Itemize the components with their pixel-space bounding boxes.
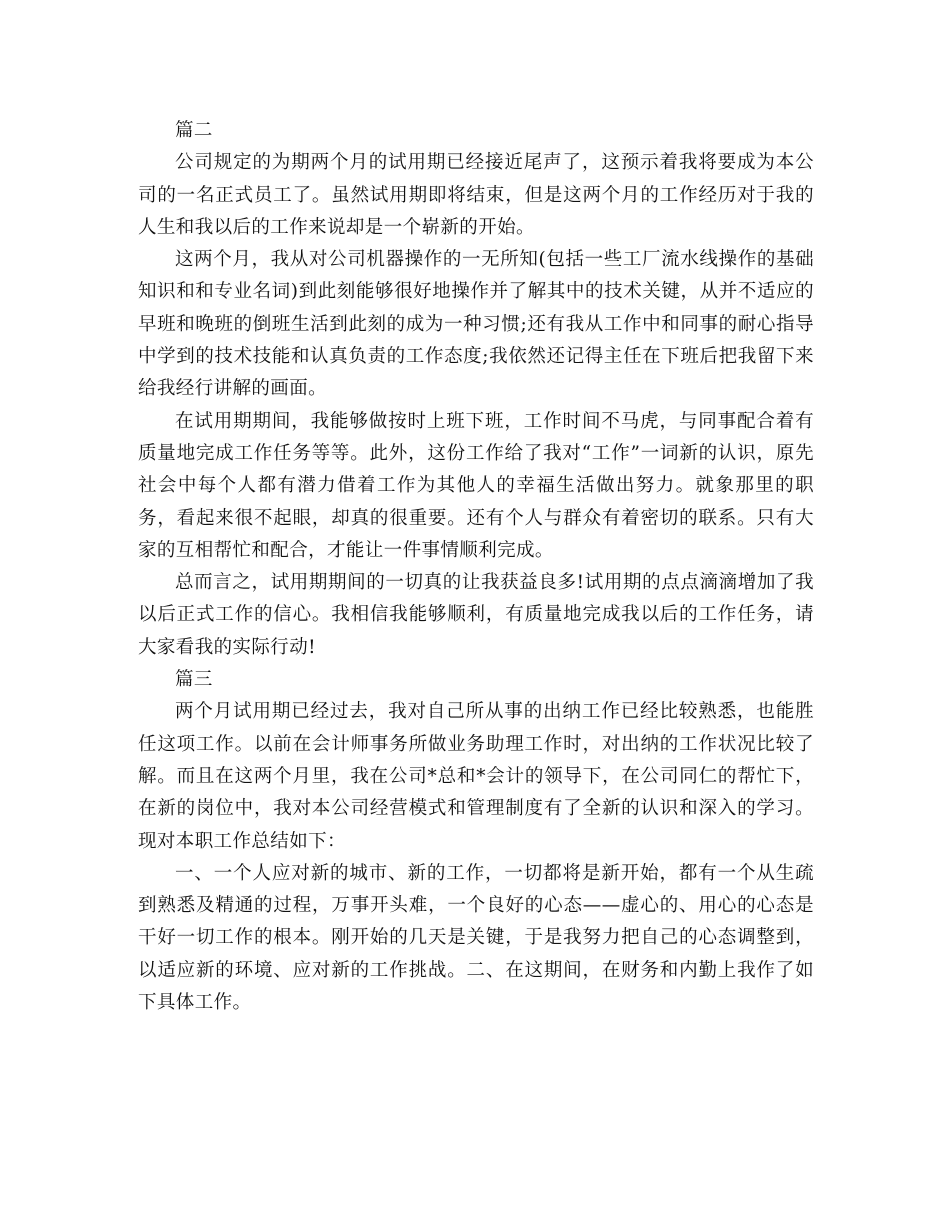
paragraph: 这两个月，我从对公司机器操作的一无所知(包括一些工厂流水线操作的基础知识和和专业名词)到此刻能够很好地操作并了解其中的技术关键，从并不适应的早班和晚班的倒班生活到此刻的成为一种习惯;还有我从工作中和同事的耐心指导中学到的技术技能和认真负责的工作态度;我依然还记得主任在下班后把我留下来给我经行讲解的画面。 (138, 249, 814, 400)
paragraph: 一、一个人应对新的城市、新的工作，一切都将是新开始，都有一个从生疏到熟悉及精通的过程，万事开头难，一个良好的心态——虚心的、用心的心态是干好一切工作的根本。刚开始的几天是关键，于是我努力把自己的心态调整到，以适应新的环境、应对新的工作挑战。二、在这期间，在财务和内勤上我作了如下具体工作。 (138, 862, 814, 1014)
section-heading: 篇三 (175, 669, 213, 691)
paragraph: 公司规定的为期两个月的试用期已经接近尾声了，这预示着我将要成为本公司的一名正式员工了。虽然试用期即将结束，但是这两个月的工作经历对于我的人生和我以后的工作来说却是一个崭新的开始。 (138, 152, 814, 238)
paragraph: 总而言之，试用期期间的一切真的让我获益良多!试用期的点点滴滴增加了我以后正式工作的信心。我相信我能够顺利，有质量地完成我以后的工作任务，请大家看我的实际行动! (138, 572, 814, 658)
paragraph: 两个月试用期已经过去，我对自己所从事的出纳工作已经比较熟悉，也能胜任这项工作。以前在会计师事务所做业务助理工作时，对出纳的工作状况比较了解。而且在这两个月里，我在公司*总和*会计的领导下，在公司同仁的帮忙下，在新的岗位中，我对本公司经营模式和管理制度有了全新的认识和深入的学习。现对本职工作总结如下： (138, 701, 814, 852)
paragraph: 在试用期期间，我能够做按时上班下班，工作时间不马虎，与同事配合着有质量地完成工作任务等等。此外，这份工作给了我对“工作”一词新的认识，原先社会中每个人都有潜力借着工作为其他人的幸福生活做出努力。就象那里的职务，看起来很不起眼，却真的很重要。还有个人与群众有着密切的联系。只有大家的互相帮忙和配合，才能让一件事情顺利完成。 (138, 410, 814, 561)
section-heading: 篇二 (175, 120, 213, 141)
document-body (138, 115, 814, 1019)
